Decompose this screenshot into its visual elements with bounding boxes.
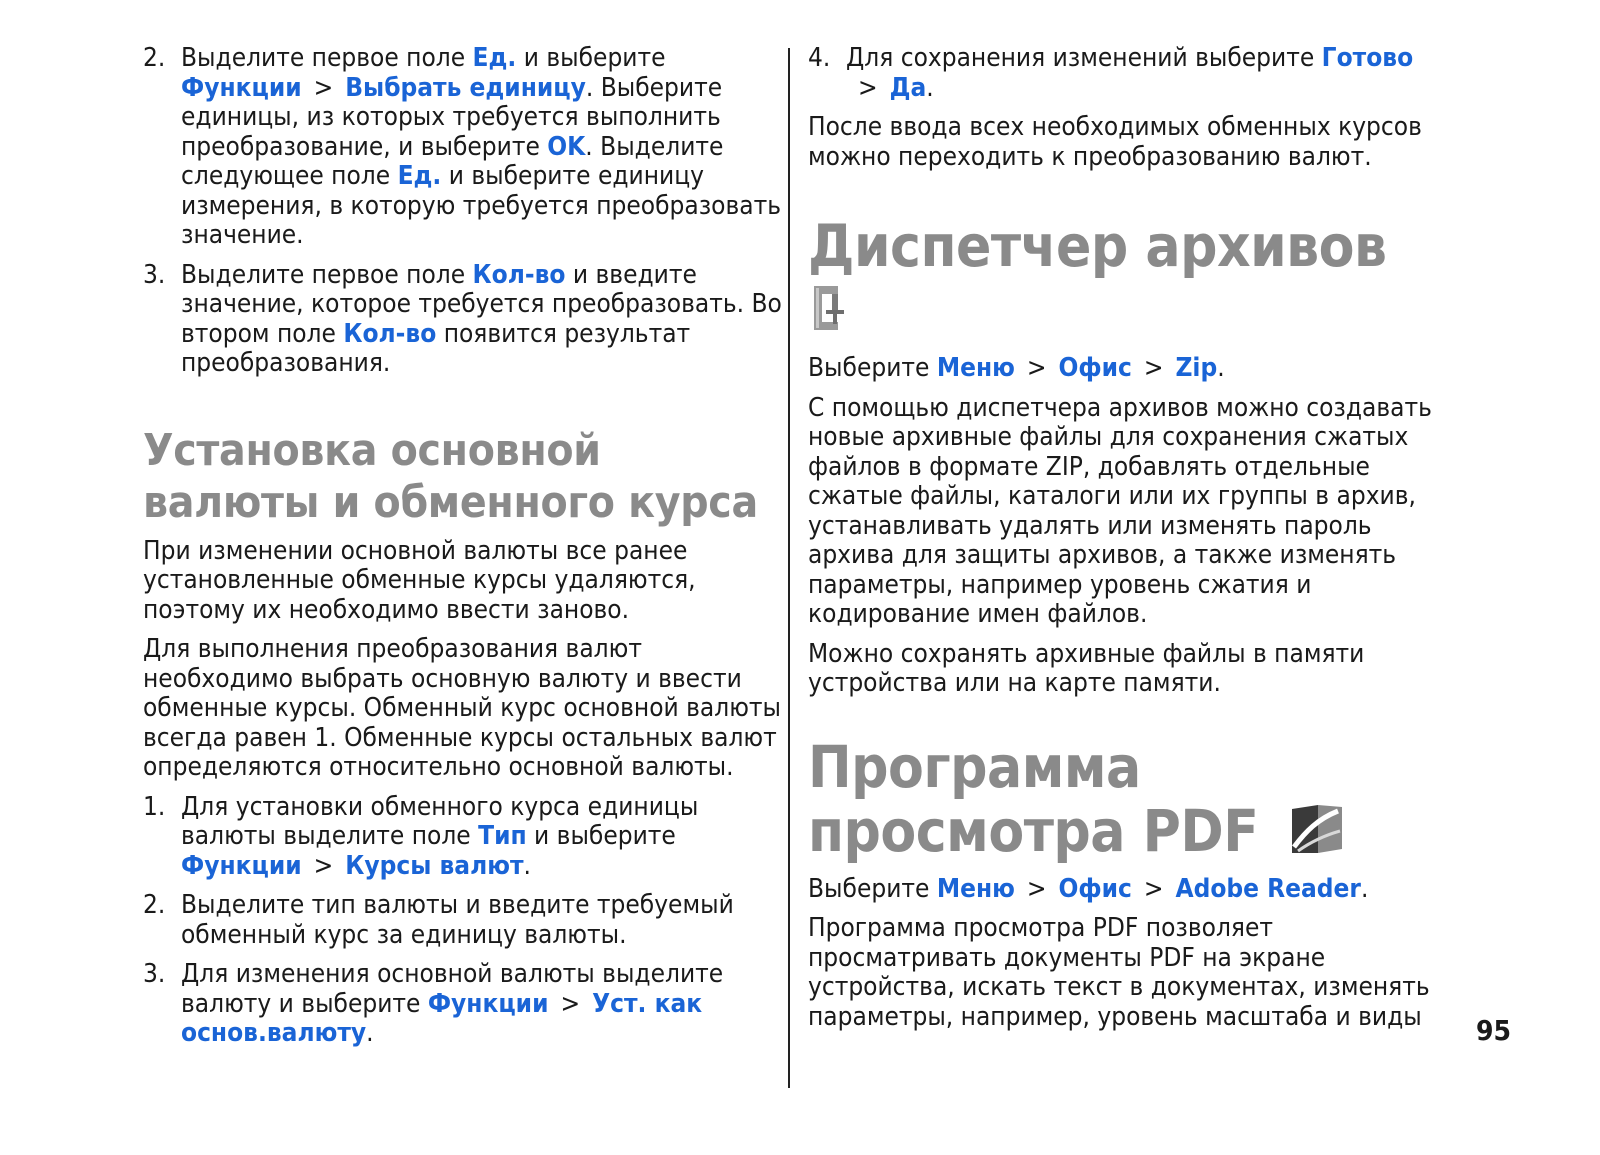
section-heading-pdf (808, 732, 1448, 869)
path-separator: > (1143, 873, 1164, 904)
menu-link[interactable]: Офис (1058, 873, 1132, 904)
list-text (181, 43, 781, 250)
text-run: . Выберите единицы, из которых требуется выполнить преобразование, и выберите (181, 72, 723, 162)
paragraph: Программа просмотра PDF позволяет просматривать документы PDF на экране устройства, искать текст в документах, изменять параметры, например, уровень масштаба и виды (808, 913, 1430, 1032)
list-number: 1. (143, 791, 166, 822)
list-item (143, 960, 783, 1049)
menu-link[interactable]: Adobe Reader (1175, 873, 1361, 904)
menu-link[interactable]: Функции (181, 72, 302, 103)
text-run: . (926, 72, 934, 103)
text-run: . (1360, 873, 1369, 904)
text-run: и выберите (526, 821, 676, 851)
menu-link[interactable]: Готово (1321, 43, 1414, 73)
zip-clamp-icon (810, 284, 1448, 338)
menu-link[interactable]: Функции (427, 988, 549, 1019)
text-run: и выберите единицу измерения, в которую требуется преобразовать значение. (181, 161, 781, 250)
menu-link[interactable]: Меню (936, 353, 1015, 383)
list-text (846, 43, 1413, 103)
text-run: . (1217, 353, 1225, 383)
numbered-list (143, 44, 783, 379)
list-item (143, 261, 783, 379)
list-item (143, 793, 783, 882)
menu-link[interactable]: Уст. как основ.валюту (181, 988, 703, 1048)
numbered-list (808, 44, 1448, 103)
list-text (181, 792, 698, 881)
menu-link[interactable]: Выбрать единицу (345, 72, 586, 103)
paragraph: Можно сохранять архивные файлы в памяти устройства или на карте памяти. (808, 638, 1365, 698)
menu-link[interactable]: Ед. (397, 161, 442, 191)
list-number: 3. (143, 959, 166, 989)
text-run: и введите значение, которое требуется преобразовать. Во втором поле (181, 259, 782, 349)
menu-link[interactable]: Офис (1058, 353, 1132, 383)
paragraph: При изменении основной валюты все ранее установленные обменные курсы удаляются, поэтому их необходимо ввести заново. (143, 535, 696, 625)
text-run: Выделите тип валюты и введите требуемый обменный курс за единицу валюты. (181, 890, 734, 950)
list-text (181, 890, 734, 950)
text-run: Выделите первое поле (181, 43, 473, 73)
path-separator: > (1026, 873, 1047, 904)
right-column (808, 44, 1448, 1042)
list-text (181, 959, 723, 1048)
page-number: 95 (1476, 1014, 1512, 1047)
list-number: 2. (143, 890, 166, 920)
pdf-reader-icon (1288, 801, 1346, 869)
list-number: 3. (143, 259, 166, 290)
menu-link[interactable]: OK (547, 131, 586, 162)
text-run: Для сохранения изменений выберите (846, 43, 1322, 73)
path-separator: > (313, 850, 334, 881)
text-run: . (366, 1018, 374, 1048)
list-item (808, 44, 1448, 103)
path-separator: > (858, 72, 878, 103)
pdf-heading-line2: просмотра PDF (808, 796, 1259, 865)
menu-path (808, 875, 1448, 905)
paragraph: Для выполнения преобразования валют необходимо выбрать основную валюту и ввести обменные курсы. Обменный курс основной валюты всегда равен 1. Обменные курсы остальных валют определяются относительно основной валюты. (143, 634, 781, 782)
list-item (143, 44, 783, 251)
path-separator: > (313, 72, 334, 103)
numbered-list (143, 793, 783, 1049)
list-number: 2. (143, 43, 166, 73)
list-text (181, 260, 782, 379)
menu-link[interactable]: Меню (936, 873, 1015, 904)
menu-link[interactable]: Кол-во (472, 259, 566, 290)
path-separator: > (1026, 353, 1047, 383)
text-run: и выберите (516, 43, 666, 73)
path-separator: > (1143, 353, 1164, 383)
menu-link[interactable]: Курсы валют (345, 850, 524, 881)
text-run: Выберите (808, 873, 937, 904)
list-number: 4. (808, 43, 831, 73)
text-run: Выделите первое поле (181, 259, 473, 290)
pdf-heading-line1: Программа (808, 732, 1141, 801)
menu-link[interactable]: Да (889, 72, 927, 103)
paragraph: С помощью диспетчера архивов можно создавать новые архивные файлы для сохранения сжатых файлов в формате ZIP, добавлять отдельные сжатые файлы, каталоги или их группы в архив, устанавливать удалять или изменять пароль архива для защиты архивов, а также изменять параметры, например уровень сжатия и кодирование имен файлов. (808, 392, 1432, 629)
text-run: . Выделите следующее поле (181, 131, 724, 191)
list-item (143, 891, 783, 950)
path-separator: > (560, 988, 581, 1019)
menu-path (808, 354, 1448, 384)
text-run: . (523, 850, 531, 881)
menu-link[interactable]: Функции (181, 850, 302, 881)
column-divider (788, 48, 790, 1088)
menu-link[interactable]: Zip (1175, 353, 1218, 383)
text-run: Для установки обменного курса единицы валюты выделите поле (181, 791, 699, 851)
menu-link[interactable]: Ед. (472, 43, 517, 73)
menu-link[interactable]: Кол-во (343, 318, 437, 349)
paragraph: После ввода всех необходимых обменных курсов можно переходить к преобразованию валют. (808, 112, 1422, 172)
text-run: Выберите (808, 353, 937, 383)
text-run: появится результат преобразования. (181, 318, 691, 378)
text-run: Для изменения основной валюты выделите валюту и выберите (181, 959, 724, 1019)
section-heading-currency: Установка основной валюты и обменного курса (143, 424, 758, 528)
section-heading-archive: Диспетчер архивов (808, 212, 1387, 280)
left-column (143, 44, 783, 1059)
menu-link[interactable]: Тип (478, 821, 527, 851)
